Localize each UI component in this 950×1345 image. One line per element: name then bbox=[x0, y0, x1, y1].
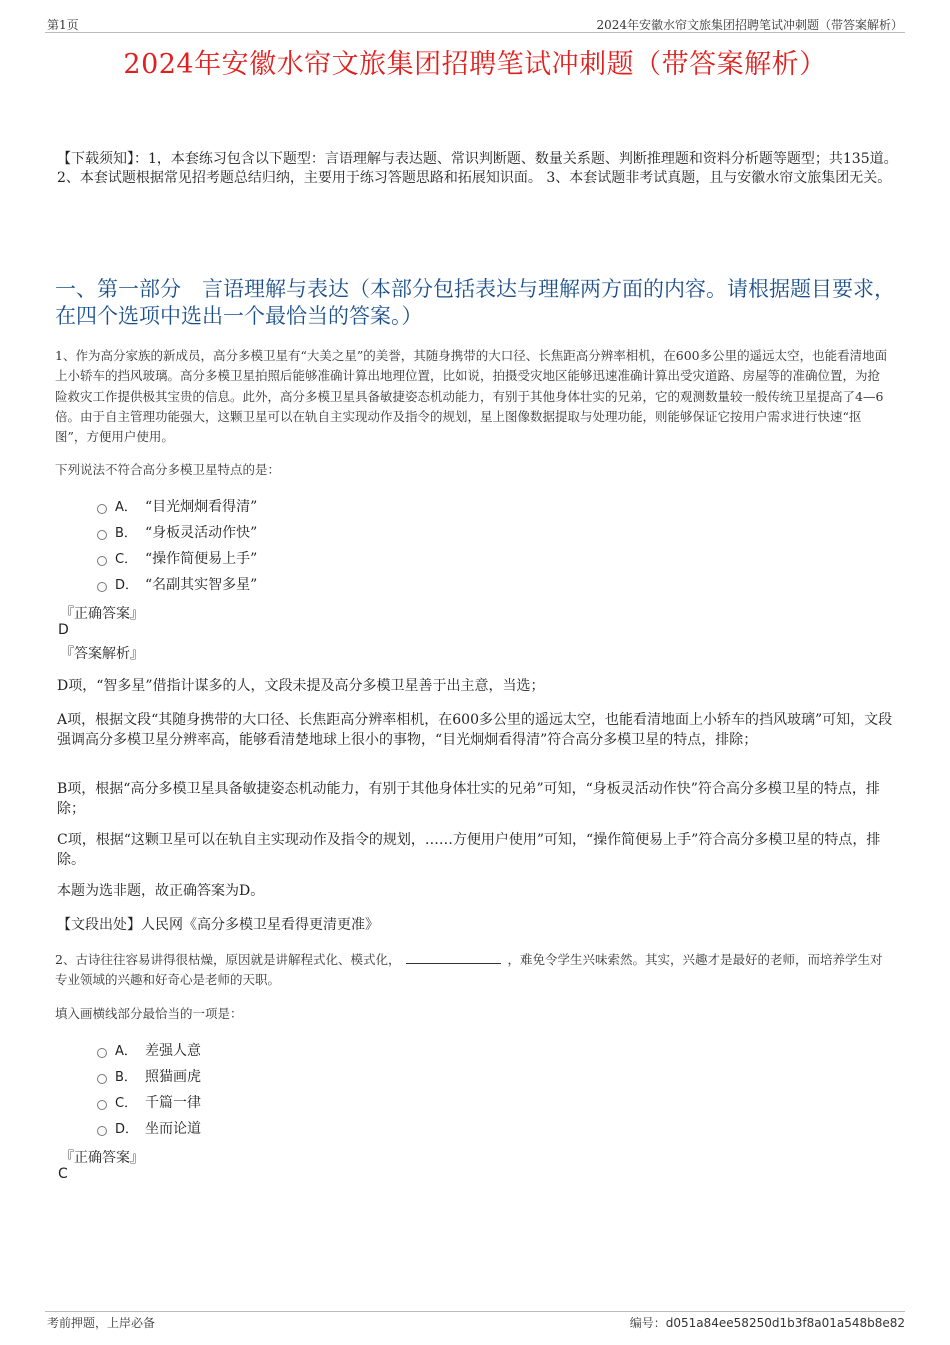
question-2-prompt: 填入画横线部分最恰当的一项是： bbox=[55, 1006, 243, 1021]
running-header-title: 2024年安徽水帘文旅集团招聘笔试冲刺题（带答案解析） bbox=[596, 18, 903, 32]
fill-blank bbox=[406, 953, 501, 964]
q1-analysis-label: 『答案解析』 bbox=[60, 646, 144, 662]
q1-explanation-b: B项，根据“高分多模卫星具备敏捷姿态机动能力，有别于其他身体壮实的兄弟”可知，“身板灵活动作快”符合高分多模卫星的特点，排除； bbox=[57, 781, 880, 817]
q1-answer-label: 『正确答案』 bbox=[60, 606, 144, 622]
question-2-passage: 2、古诗往往容易讲得很枯燥，原因就是讲解程式化、模式化， ，难免令学生兴味索然。其实，兴趣才是最好的老师，而培养学生对专业领域的兴趣和好奇心是老师的天职。 bbox=[55, 952, 883, 988]
q1-option-a[interactable]: A． “目光炯炯看得清” bbox=[97, 497, 257, 517]
q1-conclusion: 本题为选非题，故正确答案为D。 bbox=[57, 883, 265, 899]
footer-code: 编号：d051a84ee58250d1b3f8a01a548b8e82 bbox=[629, 1316, 905, 1330]
header-divider bbox=[45, 32, 905, 33]
radio-icon[interactable] bbox=[97, 504, 107, 514]
q1-explanation-d: D项，“智多星”借指计谋多的人，文段未提及高分多模卫星善于出主意，当选； bbox=[57, 678, 545, 694]
q2-option-b[interactable]: B． 照猫画虎 bbox=[97, 1067, 201, 1087]
radio-icon[interactable] bbox=[97, 556, 107, 566]
q2-option-d[interactable]: D． 坐而论道 bbox=[97, 1119, 201, 1139]
page-number: 第1页 bbox=[47, 18, 79, 32]
q2-answer: C bbox=[58, 1166, 68, 1182]
q2-option-c[interactable]: C． 千篇一律 bbox=[97, 1093, 201, 1113]
q1-source: 【文段出处】人民网《高分多模卫星看得更清更准》 bbox=[57, 917, 379, 933]
question-1-passage: 1、作为高分家族的新成员，高分多模卫星有“大美之星”的美誉，其随身携带的大口径、长焦距高分辨率相机，在600多公里的遥远太空，也能看清地面上小轿车的挡风玻璃。高分多模卫星拍照后能够准确计算出地理位置，比如说，拍摄受灾地区能够迅速准确计算出受灾道路、房屋等的准确位置，为抢险救灾工作提供极其宝贵的信息。此外，高分多模卫星具备敏捷姿态机动能力，有别于其他身体壮实的兄弟，它的观测数量较一般传统卫星提高了4—6倍。由于自主管理功能强大，这颗卫星可以在轨自主实现动作及指令的规划，星上图像数据提取与处理功能，则能够保证它按用户需求进行快速“抠图”，方便用户使用。 bbox=[55, 348, 888, 445]
q1-option-d[interactable]: D． “名副其实智多星” bbox=[97, 575, 257, 595]
radio-icon[interactable] bbox=[97, 582, 107, 592]
radio-icon[interactable] bbox=[97, 1048, 107, 1058]
footer-slogan: 考前押题，上岸必备 bbox=[47, 1316, 156, 1330]
q2-option-a[interactable]: A． 差强人意 bbox=[97, 1041, 201, 1061]
download-notice: 【下载须知】：1，本套练习包含以下题型：言语理解与表达题、常识判断题、数量关系题、判断推理题和资料分析题等题型；共135道。 2、本套试题根据常见招考题总结归纳，主要用于练习答题思路和拓展知识面。 3、本套试题非考试真题，且与安徽水帘文旅集团无关。 bbox=[57, 151, 898, 186]
radio-icon[interactable] bbox=[97, 1126, 107, 1136]
section-heading: 一、第一部分 言语理解与表达（本部分包括表达与理解两方面的内容。请根据题目要求，在四个选项中选出一个最恰当的答案。） bbox=[55, 277, 895, 328]
radio-icon[interactable] bbox=[97, 530, 107, 540]
q1-option-c[interactable]: C． “操作简便易上手” bbox=[97, 549, 257, 569]
document-title: 2024年安徽水帘文旅集团招聘笔试冲刺题（带答案解析） bbox=[123, 49, 827, 80]
q2-answer-label: 『正确答案』 bbox=[60, 1150, 144, 1166]
q1-option-b[interactable]: B． “身板灵活动作快” bbox=[97, 523, 257, 543]
document-code: d051a84ee58250d1b3f8a01a548b8e82 bbox=[665, 1316, 905, 1330]
q1-explanation-a: A项，根据文段“其随身携带的大口径、长焦距高分辨率相机，在600多公里的遥远太空，也能看清地面上小轿车的挡风玻璃”可知，文段强调高分多模卫星分辨率高，能够看清楚地球上很小的事物，“目光炯炯看得清”符合高分多模卫星的特点，排除； bbox=[57, 712, 893, 748]
radio-icon[interactable] bbox=[97, 1074, 107, 1084]
q1-answer: D bbox=[58, 622, 69, 638]
footer-divider bbox=[45, 1311, 905, 1312]
radio-icon[interactable] bbox=[97, 1100, 107, 1110]
question-1-prompt: 下列说法不符合高分多模卫星特点的是： bbox=[55, 462, 281, 477]
q1-explanation-c: C项，根据“这颗卫星可以在轨自主实现动作及指令的规划，……方便用户使用”可知，“操作简便易上手”符合高分多模卫星的特点，排除。 bbox=[57, 832, 881, 868]
